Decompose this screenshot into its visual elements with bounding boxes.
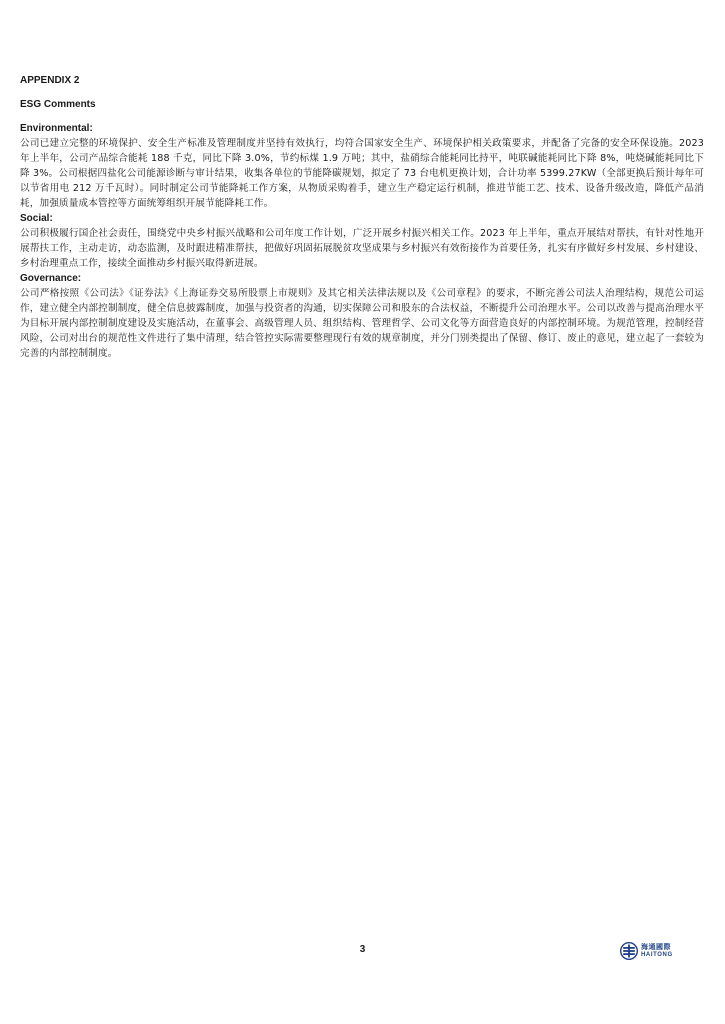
logo-chinese-text: 海通國際 [641, 943, 671, 951]
governance-section [20, 272, 704, 361]
appendix-title: APPENDIX 2 [20, 75, 80, 86]
esg-comments-title: ESG Comments [20, 99, 96, 110]
governance-heading: Governance: [20, 273, 82, 284]
haitong-logo [620, 940, 682, 962]
haitong-logo-icon [620, 942, 638, 960]
governance-paragraph: 公司严格按照《公司法》《证券法》《上海证券交易所股票上市规则》及其它相关法律法规以及《公司章程》的要求，不断完善公司法人治理结构，规范公司运作，建立健全内部控制制度，健全信息披露制度，加强与投资者的沟通，切实保障公司和股东的合法权益，不断提升公司治理水平。公司以改善与提高治理水平为目标开展内部控制制度建设及实施活动，在董事会、高级管理人员、组织结构、管理哲学、公司文化等方面营造良好的内部控制环境。为规范管理，控制经营风险，公司对出台的规范性文件进行了集中清理，结合管控实际需要整理现行有效的规章制度，并分门别类提出了保留、修订、废止的意见，建立起了一套较为完善的内部控制制度。 [20, 288, 704, 359]
logo-english-text: HAITONG [641, 952, 673, 958]
environmental-section [20, 122, 704, 211]
haitong-logo-text [641, 944, 673, 958]
social-section [20, 212, 704, 271]
social-heading: Social: [20, 213, 53, 224]
environmental-paragraph: 公司已建立完整的环境保护、安全生产标准及管理制度并坚持有效执行，均符合国家安全生产、环境保护相关政策要求，并配备了完备的安全环保设施。2023 年上半年，公司产品综合能耗 188 千克，同比下降 3.0%，节约标煤 1.9 万吨；其中，盐硝综合能耗同比持平，吨联碱能耗同比下降 8%，吨烧碱能耗同比下降 3%。公司根据四盐化公司能源诊断与审计结果，收集各单位的节能降碳规划，拟定了 73 台电机更换计划，合计功率 5399.27KW（全部更换后预计每年可以节省用电 212 万千瓦时）。同时制定公司节能降耗工作方案，从物质采购着手，建立生产稳定运行机制，推进节能工艺、技术、设备升级改造，降低产品消耗，加强质量成本管控等方面统筹组织开展节能降耗工作。 [20, 138, 704, 209]
page-number: 3 [359, 944, 366, 955]
environmental-heading: Environmental: [20, 123, 93, 134]
report-page-content [20, 74, 704, 362]
social-paragraph: 公司积极履行国企社会责任，围绕党中央乡村振兴战略和公司年度工作计划，广泛开展乡村振兴相关工作。2023 年上半年，重点开展结对帮扶，有针对性地开展帮扶工作，主动走访，动态监测，及时跟进精准帮扶，把做好巩固拓展脱贫攻坚成果与乡村振兴有效衔接作为首要任务，扎实有序做好乡村发展、乡村建设、乡村治理重点工作，接续全面推动乡村振兴取得新进展。 [20, 228, 704, 269]
